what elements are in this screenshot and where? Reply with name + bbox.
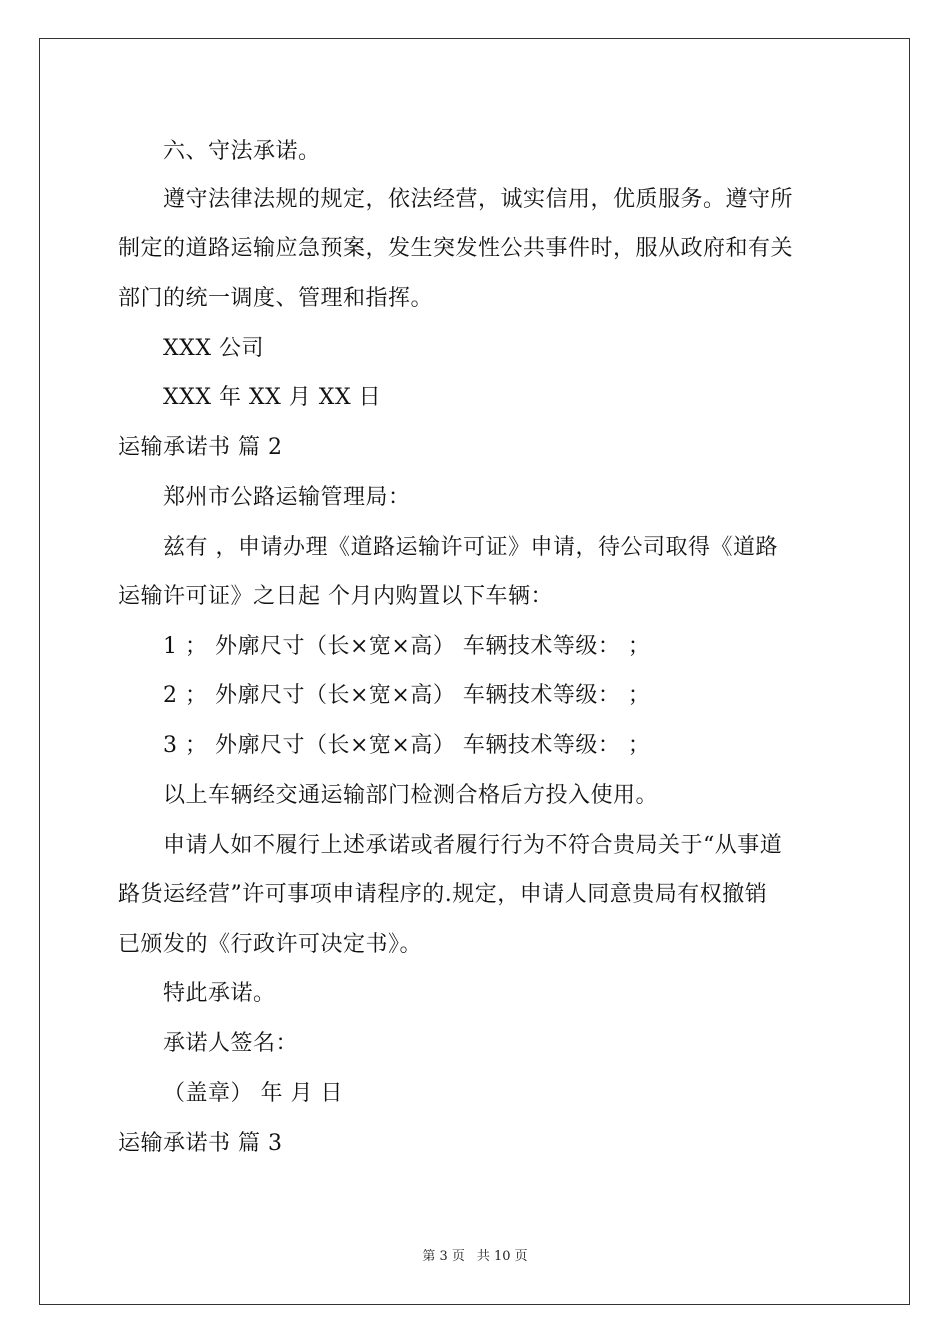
seal-date-line: （盖章） 年 月 日 — [163, 1081, 343, 1106]
paragraph-line: 部门的统一调度、管理和指挥。 — [118, 286, 434, 311]
article-title: 运输承诺书 篇 2 — [118, 435, 283, 460]
signature-line: 承诺人签名： — [163, 1031, 299, 1056]
paragraph-line: 以上车辆经交通运输部门检测合格后方投入使用。 — [163, 783, 659, 808]
page-border — [39, 38, 910, 1305]
vehicle-item: 1 ； 外廓尺寸（长×宽×高） 车辆技术等级： ； — [163, 634, 651, 659]
date-line: XXX 年 XX 月 XX 日 — [163, 385, 382, 410]
article-title: 运输承诺书 篇 3 — [118, 1131, 283, 1156]
paragraph-line: 兹有 ，申请办理《道路运输许可证》申请，待公司取得《道路 — [163, 535, 778, 560]
addressee: 郑州市公路运输管理局： — [163, 485, 411, 510]
company-name: XXX 公司 — [163, 336, 264, 361]
paragraph-line: 遵守法律法规的规定，依法经营，诚实信用，优质服务。遵守所 — [163, 187, 794, 212]
paragraph-line: 运输许可证》之日起 个月内购置以下车辆： — [118, 584, 553, 609]
vehicle-item: 2 ； 外廓尺寸（长×宽×高） 车辆技术等级： ； — [163, 683, 651, 708]
paragraph-line: 路货运经营”许可事项申请程序的.规定，申请人同意贵局有权撤销 — [118, 882, 768, 907]
page-total: 共 10 页 — [476, 1249, 528, 1264]
page-number: 第 3 页 — [422, 1249, 465, 1264]
page-footer — [0, 1248, 950, 1266]
paragraph-line: 已颁发的《行政许可决定书》。 — [118, 932, 423, 957]
closing-line: 特此承诺。 — [163, 981, 276, 1006]
vehicle-item: 3 ； 外廓尺寸（长×宽×高） 车辆技术等级： ； — [163, 733, 651, 758]
paragraph-line: 申请人如不履行上述承诺或者履行行为不符合贵局关于“从事道 — [163, 833, 783, 858]
section-heading: 六、守法承诺。 — [163, 139, 321, 164]
paragraph-line: 制定的道路运输应急预案，发生突发性公共事件时，服从政府和有关 — [118, 236, 794, 261]
